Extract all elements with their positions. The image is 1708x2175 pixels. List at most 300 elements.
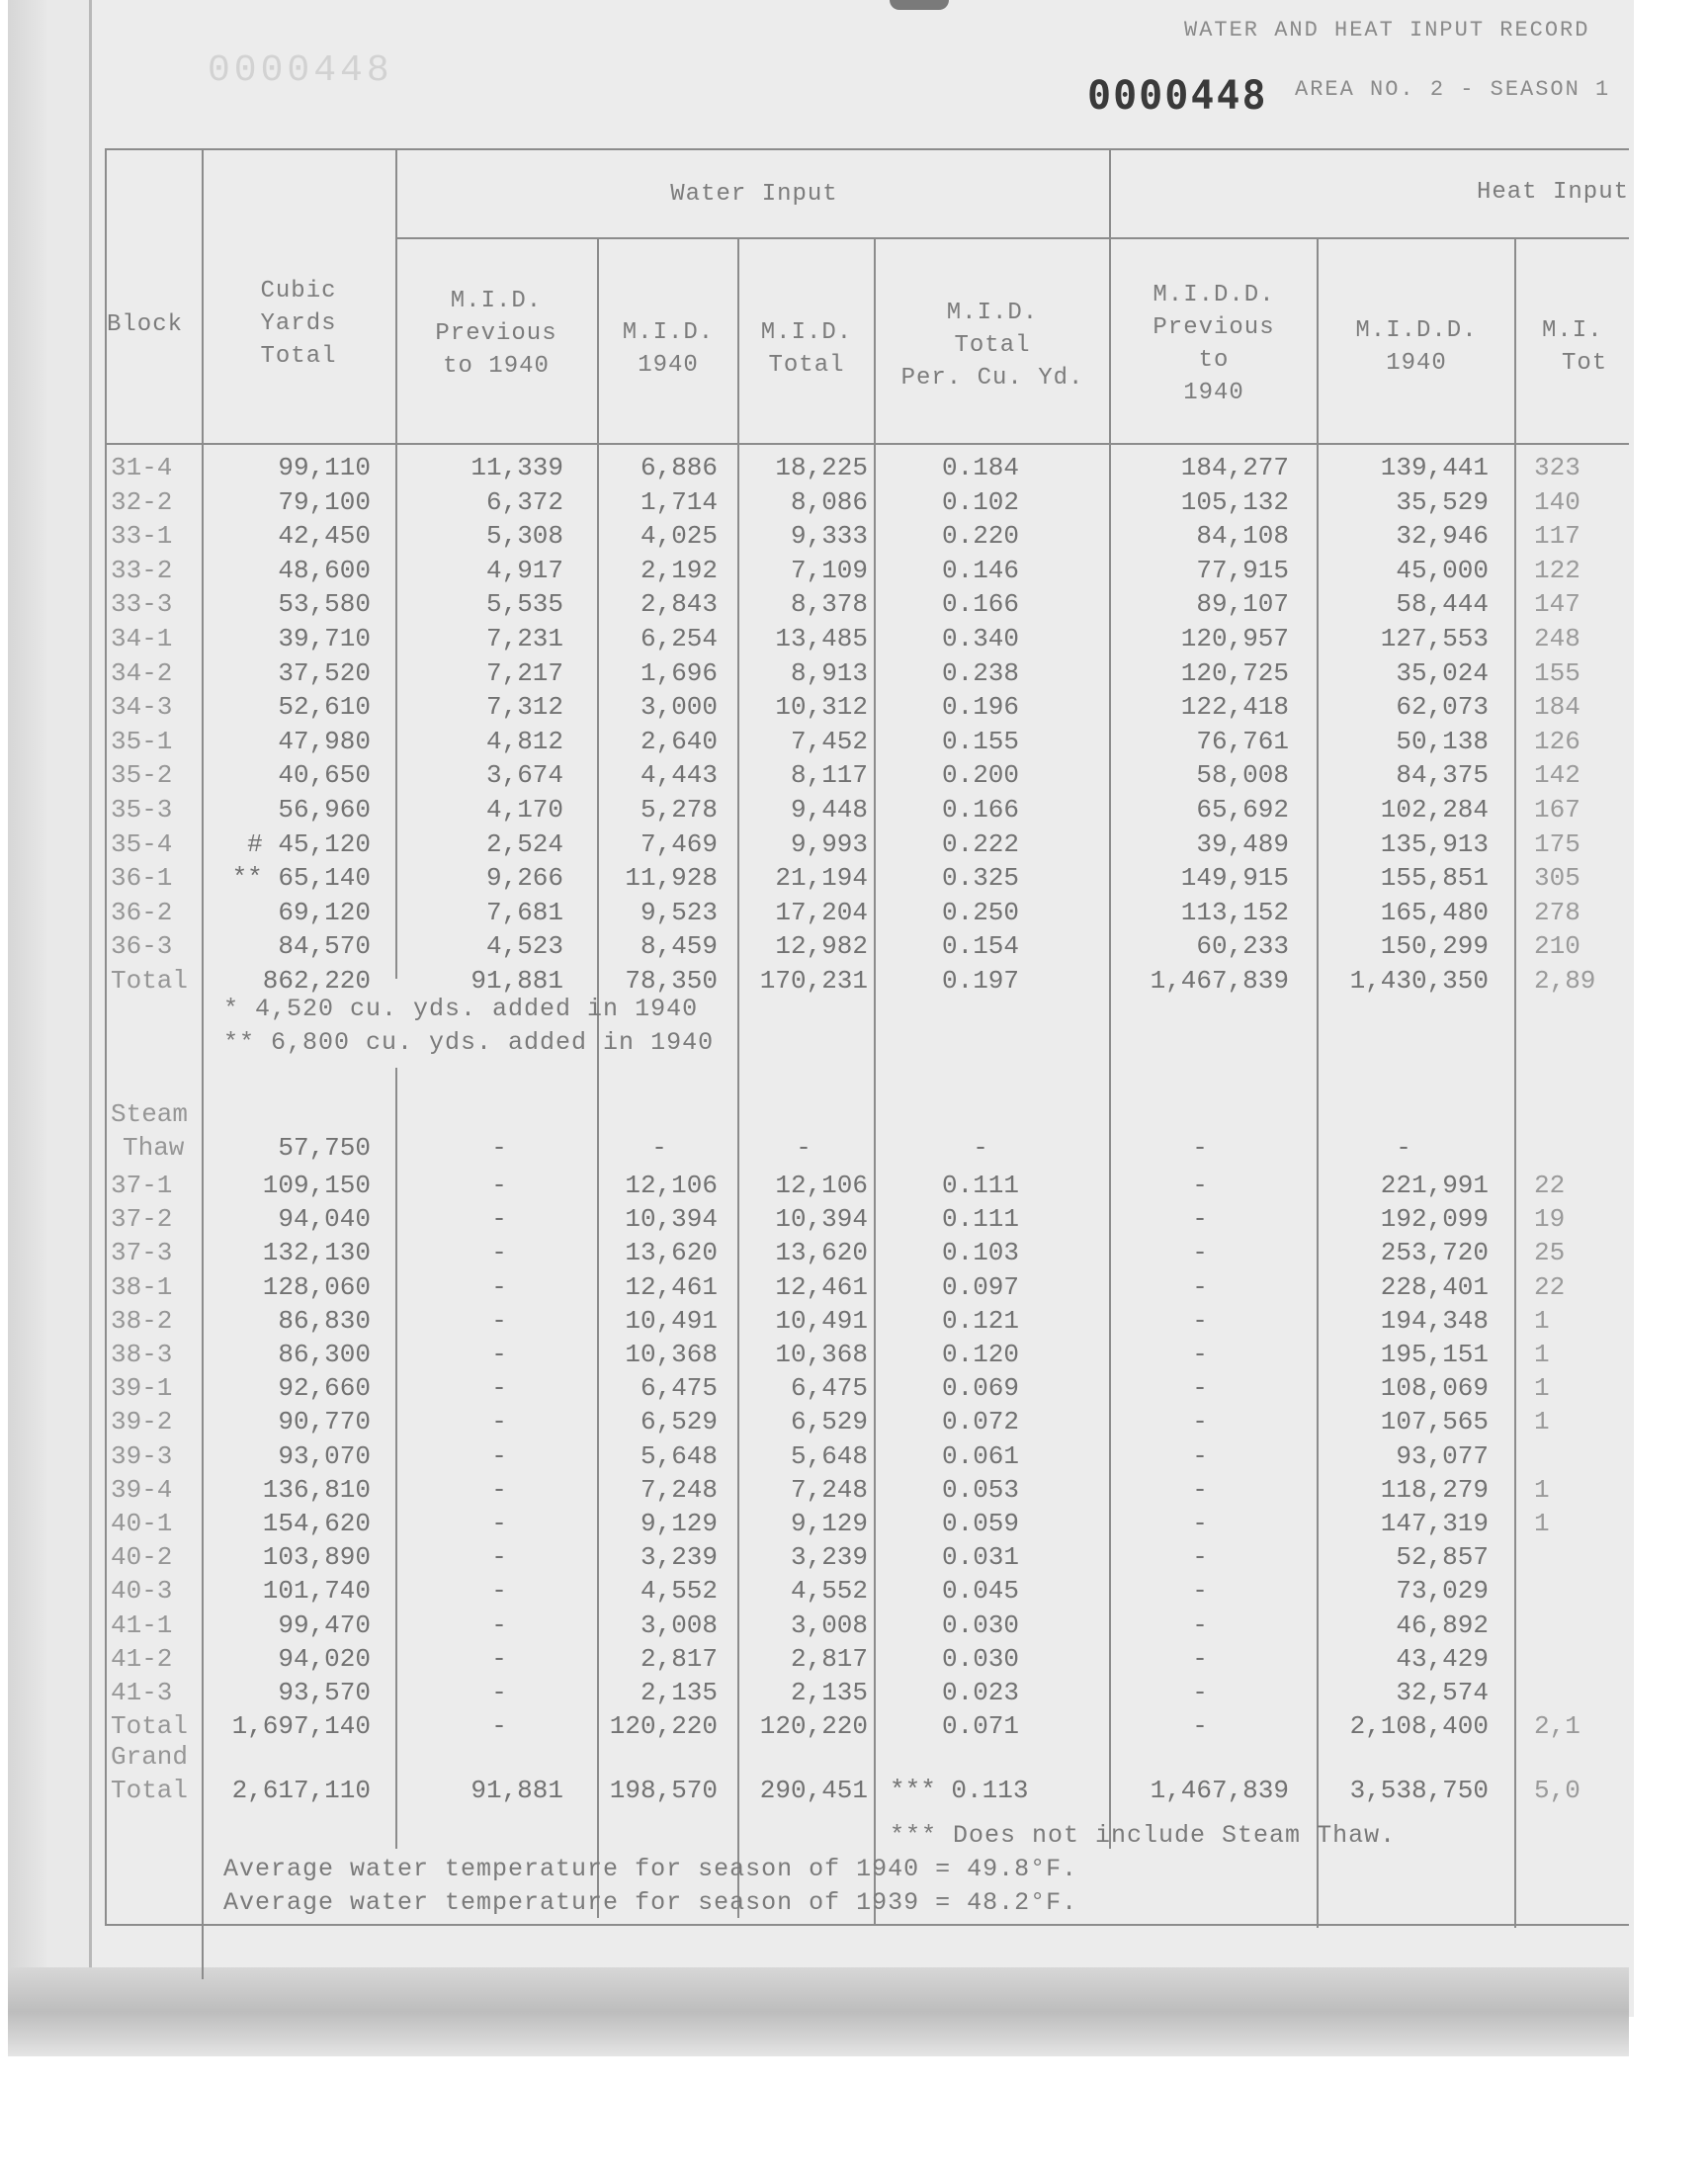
cell-midd-prev: 1,467,839	[1150, 966, 1289, 996]
faint-stamp: 0000448	[208, 49, 393, 92]
cell-mid-total: 10,394	[775, 1204, 868, 1235]
cell-mid-total: 12,982	[775, 931, 868, 962]
cell-mid-1940: 2,843	[640, 589, 718, 620]
table-row	[0, 1574, 1629, 1608]
cell-per-cuyd: -	[973, 1133, 988, 1163]
cell-mid-total: 9,448	[790, 795, 868, 825]
cell-midd-1940: 43,429	[1396, 1643, 1489, 1674]
cell-mid-total: 6,475	[790, 1373, 868, 1404]
cell-cubic-yards: 48,600	[278, 555, 371, 585]
header-line: M.I.D.	[622, 319, 715, 346]
cell-midd-1940: 32,946	[1396, 521, 1489, 552]
cell-midd-1940: 194,348	[1380, 1305, 1489, 1336]
cell-mid-total: 170,231	[759, 966, 868, 996]
mid-total-column-header	[739, 316, 874, 382]
cell-midd-prev: 105,132	[1180, 486, 1289, 517]
table-row	[0, 1202, 1629, 1236]
cell-mid-total: 12,106	[775, 1171, 868, 1200]
cell-midd-total: 22	[1534, 1171, 1566, 1200]
cell-cubic-yards: 132,130	[262, 1238, 371, 1268]
table-row	[0, 1338, 1629, 1371]
cell-block: 39-2	[111, 1407, 173, 1437]
document-subtitle: AREA NO. 2 - SEASON 1	[1295, 77, 1611, 102]
table-row-grand-total	[0, 1740, 1629, 1809]
cell-midd-prev: -	[1192, 1610, 1208, 1640]
cell-mid-prev: -	[491, 1610, 507, 1640]
cell-per-cuyd: 0.111	[941, 1204, 1019, 1235]
table-row	[0, 519, 1629, 553]
cell-mid-1940: 6,529	[640, 1407, 718, 1437]
cell-midd-prev: 60,233	[1196, 931, 1289, 962]
cell-mid-total: 8,117	[790, 760, 868, 791]
table-row-steam-thaw	[0, 1097, 1629, 1167]
cell-midd-1940: 150,299	[1380, 931, 1489, 962]
cell-midd-1940: 127,553	[1380, 624, 1489, 653]
header-line: to	[1198, 347, 1230, 374]
cell-midd-total: 323	[1534, 453, 1580, 482]
cell-cubic-yards: 90,770	[278, 1407, 371, 1437]
cell-block: 32-2	[111, 486, 173, 517]
cell-mid-1940: 5,278	[640, 795, 718, 825]
cell-midd-prev: -	[1192, 1340, 1208, 1369]
table-row	[0, 1676, 1629, 1709]
cell-mid-1940: 10,368	[625, 1340, 718, 1369]
cell-mid-prev: 6,372	[485, 486, 563, 517]
cell-cubic-yards: 1,697,140	[231, 1711, 371, 1742]
cell-mid-1940: -	[651, 1133, 667, 1163]
cell-midd-1940: 107,565	[1380, 1407, 1489, 1437]
cell-midd-total: 126	[1534, 726, 1580, 756]
cell-midd-1940: 192,099	[1380, 1204, 1489, 1235]
cell-mid-1940: 12,106	[625, 1171, 718, 1200]
cell-per-cuyd: 0.103	[941, 1238, 1019, 1268]
footnote-single-star: * 4,520 cu. yds. added in 1940	[223, 995, 699, 1023]
cell-mid-prev: 4,523	[485, 931, 563, 962]
cell-mid-prev: -	[491, 1305, 507, 1336]
cell-mid-1940: 13,620	[625, 1238, 718, 1268]
cell-mid-prev: 2,524	[485, 828, 563, 859]
cell-block: 35-2	[111, 760, 173, 791]
cell-per-cuyd: 0.154	[941, 931, 1019, 962]
cell-per-cuyd: 0.097	[941, 1271, 1019, 1302]
cell-mid-prev: -	[491, 1171, 507, 1200]
cell-mid-prev: -	[491, 1271, 507, 1302]
cell-midd-prev: 1,467,839	[1150, 1776, 1289, 1805]
cell-mid-1940: 11,928	[625, 863, 718, 894]
cell-block: 41-1	[111, 1610, 173, 1640]
table-row	[0, 1270, 1629, 1304]
cell-block: 41-3	[111, 1678, 173, 1707]
cell-mid-1940: 12,461	[625, 1271, 718, 1302]
cell-midd-1940: 50,138	[1396, 726, 1489, 756]
cell-mid-total: 9,129	[790, 1509, 868, 1538]
subheader-divider	[395, 237, 1629, 239]
cell-midd-prev: -	[1192, 1576, 1208, 1607]
cell-block: 40-1	[111, 1509, 173, 1538]
cell-per-cuyd: 0.325	[941, 863, 1019, 894]
cell-cubic-yards: 128,060	[262, 1271, 371, 1302]
cell-per-cuyd: 0.072	[941, 1407, 1019, 1437]
table-row	[0, 656, 1629, 690]
cell-cubic-yards: 99,470	[278, 1610, 371, 1640]
cell-mid-1940: 3,000	[640, 692, 718, 723]
cell-mid-prev: -	[491, 1542, 507, 1573]
cell-per-cuyd: 0.200	[941, 760, 1019, 791]
cell-midd-1940: 52,857	[1396, 1542, 1489, 1573]
cell-mid-1940: 9,129	[640, 1509, 718, 1538]
cell-mid-1940: 6,254	[640, 624, 718, 653]
cell-midd-prev: -	[1192, 1711, 1208, 1742]
cell-block: 37-1	[111, 1171, 173, 1200]
cell-midd-prev: -	[1192, 1440, 1208, 1471]
cell-block: 35-1	[111, 726, 173, 756]
cell-midd-1940: 253,720	[1380, 1238, 1489, 1268]
cell-midd-1940: 84,375	[1396, 760, 1489, 791]
cell-midd-prev: 65,692	[1196, 795, 1289, 825]
mid-previous-column-header	[397, 285, 595, 383]
cell-block: 39-3	[111, 1440, 173, 1471]
cell-cubic-yards: 69,120	[278, 897, 371, 927]
cell-cubic-yards: 99,110	[278, 453, 371, 482]
header-line: Per. Cu. Yd.	[900, 365, 1084, 392]
mid-1940-column-header	[599, 316, 737, 382]
cell-midd-1940: 58,444	[1396, 589, 1489, 620]
cell-mid-1940: 3,008	[640, 1610, 718, 1640]
cell-cubic-yards: 103,890	[262, 1542, 371, 1573]
cell-per-cuyd: 0.121	[941, 1305, 1019, 1336]
table-bottom-border	[107, 1924, 1629, 1926]
header-line: Previous	[435, 320, 557, 347]
cell-cubic-yards: 84,570	[278, 931, 371, 962]
cell-midd-prev: 184,277	[1180, 453, 1289, 482]
table-row	[0, 725, 1629, 758]
cell-midd-total: 1	[1534, 1373, 1550, 1404]
table-row	[0, 554, 1629, 587]
cell-cubic-yards: 42,450	[278, 521, 371, 552]
cell-per-cuyd: *** 0.113	[890, 1776, 1029, 1805]
header-bottom-border	[107, 443, 1629, 445]
cell-midd-1940: 93,077	[1396, 1440, 1489, 1471]
cell-midd-total: 117	[1534, 521, 1580, 552]
cell-midd-total: 167	[1534, 795, 1580, 825]
cell-block: 36-1	[111, 863, 173, 894]
cell-midd-1940: 221,991	[1380, 1171, 1489, 1200]
cell-mid-total: 9,993	[790, 828, 868, 859]
cell-cubic-yards: ** 65,140	[231, 863, 371, 894]
table-row	[0, 1473, 1629, 1507]
cell-midd-total: 278	[1534, 897, 1580, 927]
cell-midd-prev: -	[1192, 1509, 1208, 1538]
header-line: Total	[954, 332, 1031, 359]
cell-cubic-yards: 93,570	[278, 1678, 371, 1707]
cell-cubic-yards: 94,040	[278, 1204, 371, 1235]
table-row	[0, 622, 1629, 655]
cell-midd-total: 147	[1534, 589, 1580, 620]
cell-mid-1940: 9,523	[640, 897, 718, 927]
cell-mid-prev: 7,231	[485, 624, 563, 653]
cell-cubic-yards: 79,100	[278, 486, 371, 517]
cell-mid-1940: 4,025	[640, 521, 718, 552]
cell-mid-prev: 11,339	[470, 453, 563, 482]
cell-midd-1940: 135,913	[1380, 828, 1489, 859]
cell-per-cuyd: 0.111	[941, 1171, 1019, 1200]
cell-mid-total: 2,135	[790, 1678, 868, 1707]
header-line: M.I.D.D.	[1153, 282, 1275, 308]
cell-per-cuyd: 0.238	[941, 657, 1019, 688]
cell-mid-1940: 2,135	[640, 1678, 718, 1707]
header-line: M.I.D.	[946, 300, 1039, 326]
cell-mid-prev: -	[491, 1407, 507, 1437]
header-line: M.I.	[1542, 317, 1603, 344]
header-line: M.I.D.	[450, 288, 543, 314]
cell-mid-prev: 4,812	[485, 726, 563, 756]
cell-midd-total: 142	[1534, 760, 1580, 791]
cell-midd-total: 25	[1534, 1238, 1566, 1268]
cell-midd-prev: -	[1192, 1407, 1208, 1437]
cell-per-cuyd: 0.166	[941, 795, 1019, 825]
table-row	[0, 1304, 1629, 1338]
cell-cubic-yards: 53,580	[278, 589, 371, 620]
cell-mid-1940: 2,640	[640, 726, 718, 756]
table-row	[0, 485, 1629, 519]
cell-mid-prev: 3,674	[485, 760, 563, 791]
table-row	[0, 1507, 1629, 1540]
cell-mid-total: 13,485	[775, 624, 868, 653]
cell-midd-1940: 118,279	[1380, 1474, 1489, 1505]
cell-cubic-yards: 154,620	[262, 1509, 371, 1538]
cell-mid-prev: 4,917	[485, 555, 563, 585]
cell-midd-1940: 73,029	[1396, 1576, 1489, 1607]
cell-midd-total: 140	[1534, 486, 1580, 517]
header-line: Total	[768, 352, 845, 379]
table-row	[0, 1439, 1629, 1473]
cell-mid-prev: -	[491, 1440, 507, 1471]
water-input-group-header: Water Input	[670, 181, 838, 208]
grand-total-label-line1: Grand	[111, 1742, 189, 1772]
midd-total-column-header	[1542, 314, 1629, 380]
cell-midd-prev: -	[1192, 1474, 1208, 1505]
cell-mid-total: 120,220	[759, 1711, 868, 1742]
cell-midd-1940: 139,441	[1380, 453, 1489, 482]
cell-cubic-yards: 862,220	[262, 966, 371, 996]
cell-per-cuyd: 0.023	[941, 1678, 1019, 1707]
cell-per-cuyd: 0.071	[941, 1711, 1019, 1742]
cell-midd-1940: 195,151	[1380, 1340, 1489, 1369]
cell-midd-prev: 77,915	[1196, 555, 1289, 585]
cell-midd-prev: 120,957	[1180, 624, 1289, 653]
cell-midd-total: 2,89	[1534, 966, 1596, 996]
cell-mid-total: -	[796, 1133, 811, 1163]
cell-mid-total: 7,452	[790, 726, 868, 756]
header-line: 1940	[1386, 350, 1447, 377]
cell-midd-prev: 120,725	[1180, 657, 1289, 688]
cell-block: 34-2	[111, 657, 173, 688]
cell-block: 37-2	[111, 1204, 173, 1235]
cell-mid-total: 21,194	[775, 863, 868, 894]
cell-midd-prev: -	[1192, 1171, 1208, 1200]
midd-previous-column-header	[1111, 279, 1317, 409]
cell-block: 36-2	[111, 897, 173, 927]
cell-block: 40-3	[111, 1576, 173, 1607]
cell-midd-1940: 108,069	[1380, 1373, 1489, 1404]
staple-mark	[890, 0, 949, 10]
cell-mid-total: 3,008	[790, 1610, 868, 1640]
cell-mid-prev: 7,217	[485, 657, 563, 688]
cell-mid-total: 4,552	[790, 1576, 868, 1607]
cell-per-cuyd: 0.061	[941, 1440, 1019, 1471]
cell-mid-total: 8,378	[790, 589, 868, 620]
cell-mid-1940: 6,886	[640, 453, 718, 482]
cell-mid-prev: -	[491, 1474, 507, 1505]
table-row	[0, 451, 1629, 484]
cell-mid-1940: 5,648	[640, 1440, 718, 1471]
cell-cubic-yards: 47,980	[278, 726, 371, 756]
cell-block: Total	[111, 966, 189, 996]
document-title: WATER AND HEAT INPUT RECORD	[1184, 18, 1590, 43]
table-row	[0, 1236, 1629, 1269]
cell-midd-total: 19	[1534, 1204, 1566, 1235]
cell-mid-1940: 1,714	[640, 486, 718, 517]
cell-midd-prev: -	[1192, 1238, 1208, 1268]
cell-mid-total: 8,086	[790, 486, 868, 517]
cell-mid-1940: 4,443	[640, 760, 718, 791]
cell-midd-total: 5,0	[1534, 1776, 1580, 1805]
header-line: Total	[260, 343, 337, 370]
document-number-stamp: 0000448	[1087, 73, 1268, 119]
cell-cubic-yards: 136,810	[262, 1474, 371, 1505]
cell-per-cuyd: 0.102	[941, 486, 1019, 517]
cell-mid-total: 10,312	[775, 692, 868, 723]
cell-midd-total: 122	[1534, 555, 1580, 585]
cell-cubic-yards: 37,520	[278, 657, 371, 688]
cell-block: 38-3	[111, 1340, 173, 1369]
cell-mid-prev: -	[491, 1643, 507, 1674]
table-row	[0, 1642, 1629, 1676]
cell-midd-prev: 122,418	[1180, 692, 1289, 723]
cell-mid-total: 6,529	[790, 1407, 868, 1437]
cell-midd-total: 210	[1534, 931, 1580, 962]
cell-cubic-yards: 39,710	[278, 624, 371, 653]
cell-midd-1940: 2,108,400	[1349, 1711, 1489, 1742]
cell-cubic-yards: 101,740	[262, 1576, 371, 1607]
cell-cubic-yards: 86,830	[278, 1305, 371, 1336]
cell-midd-total: 1	[1534, 1305, 1550, 1336]
header-line: Previous	[1153, 314, 1275, 341]
cell-midd-total: 184	[1534, 692, 1580, 723]
cell-block: 31-4	[111, 453, 173, 482]
cell-per-cuyd: 0.045	[941, 1576, 1019, 1607]
cell-cubic-yards: 56,960	[278, 795, 371, 825]
cell-midd-1940: 228,401	[1380, 1271, 1489, 1302]
cell-midd-prev: 84,108	[1196, 521, 1289, 552]
cell-mid-1940: 2,192	[640, 555, 718, 585]
cell-cubic-yards: 93,070	[278, 1440, 371, 1471]
footnote-steam-thaw: *** Does not include Steam Thaw.	[890, 1821, 1397, 1850]
cell-block: 39-1	[111, 1373, 173, 1404]
cell-mid-1940: 7,469	[640, 828, 718, 859]
cell-mid-1940: 120,220	[609, 1711, 718, 1742]
cell-per-cuyd: 0.053	[941, 1474, 1019, 1505]
table-row	[0, 1169, 1629, 1202]
cell-block: 38-1	[111, 1271, 173, 1302]
cell-per-cuyd: 0.184	[941, 453, 1019, 482]
cell-mid-total: 18,225	[775, 453, 868, 482]
block-column-header: Block	[107, 311, 184, 338]
cell-mid-prev: 4,170	[485, 795, 563, 825]
cell-cubic-yards: 86,300	[278, 1340, 371, 1369]
cell-per-cuyd: 0.120	[941, 1340, 1019, 1369]
cell-per-cuyd: 0.155	[941, 726, 1019, 756]
footnote-temp-1939: Average water temperature for season of 1939 = 48.2°F.	[223, 1888, 1078, 1917]
cell-midd-total: 175	[1534, 828, 1580, 859]
cell-mid-prev: 7,312	[485, 692, 563, 723]
cell-mid-total: 8,913	[790, 657, 868, 688]
table-row	[0, 861, 1629, 895]
cell-midd-1940: 102,284	[1380, 795, 1489, 825]
cell-midd-prev: -	[1192, 1678, 1208, 1707]
cell-per-cuyd: 0.196	[941, 692, 1019, 723]
cell-mid-total: 10,368	[775, 1340, 868, 1369]
cell-midd-total: 2,1	[1534, 1711, 1580, 1742]
table-row	[0, 1371, 1629, 1405]
cell-midd-1940: 46,892	[1396, 1610, 1489, 1640]
cell-mid-total: 2,817	[790, 1643, 868, 1674]
cell-mid-prev: -	[491, 1711, 507, 1742]
cell-midd-1940: 3,538,750	[1349, 1776, 1489, 1805]
cell-block: 35-4	[111, 828, 173, 859]
paper-bottom-shadow	[8, 1967, 1629, 2056]
header-line: Yards	[260, 310, 337, 337]
cell-mid-prev: 9,266	[485, 863, 563, 894]
footnote-double-star: ** 6,800 cu. yds. added in 1940	[223, 1028, 715, 1057]
cell-midd-1940: -	[1396, 1133, 1411, 1163]
cell-midd-prev: -	[1192, 1643, 1208, 1674]
cell-mid-1940: 1,696	[640, 657, 718, 688]
cell-per-cuyd: 0.166	[941, 589, 1019, 620]
cell-block: 36-3	[111, 931, 173, 962]
header-line: Cubic	[260, 278, 337, 304]
cell-per-cuyd: 0.069	[941, 1373, 1019, 1404]
header-line: to 1940	[443, 353, 550, 380]
cell-midd-total: 1	[1534, 1340, 1550, 1369]
cell-midd-1940: 165,480	[1380, 897, 1489, 927]
cell-per-cuyd: 0.222	[941, 828, 1019, 859]
cell-mid-1940: 2,817	[640, 1643, 718, 1674]
cell-midd-1940: 35,024	[1396, 657, 1489, 688]
cell-mid-1940: 3,239	[640, 1542, 718, 1573]
cell-per-cuyd: 0.340	[941, 624, 1019, 653]
cell-block: Total	[111, 1711, 189, 1742]
cell-midd-total: 1	[1534, 1474, 1550, 1505]
cell-mid-1940: 4,552	[640, 1576, 718, 1607]
cell-midd-prev: -	[1192, 1373, 1208, 1404]
cell-mid-prev: 5,308	[485, 521, 563, 552]
table-row	[0, 1709, 1629, 1743]
cell-block: 41-2	[111, 1643, 173, 1674]
cell-per-cuyd: 0.197	[941, 966, 1019, 996]
cell-cubic-yards: 94,020	[278, 1643, 371, 1674]
cell-mid-total: 3,239	[790, 1542, 868, 1573]
cell-block: 34-1	[111, 624, 173, 653]
cell-mid-prev: -	[491, 1340, 507, 1369]
header-line: M.I.D.D.	[1355, 317, 1478, 344]
cell-mid-1940: 198,570	[609, 1776, 718, 1805]
cell-mid-prev: 91,881	[470, 1776, 563, 1805]
cell-mid-prev: -	[491, 1373, 507, 1404]
cell-mid-prev: -	[491, 1678, 507, 1707]
cell-mid-total: 17,204	[775, 897, 868, 927]
cell-cubic-yards: # 45,120	[247, 828, 371, 859]
